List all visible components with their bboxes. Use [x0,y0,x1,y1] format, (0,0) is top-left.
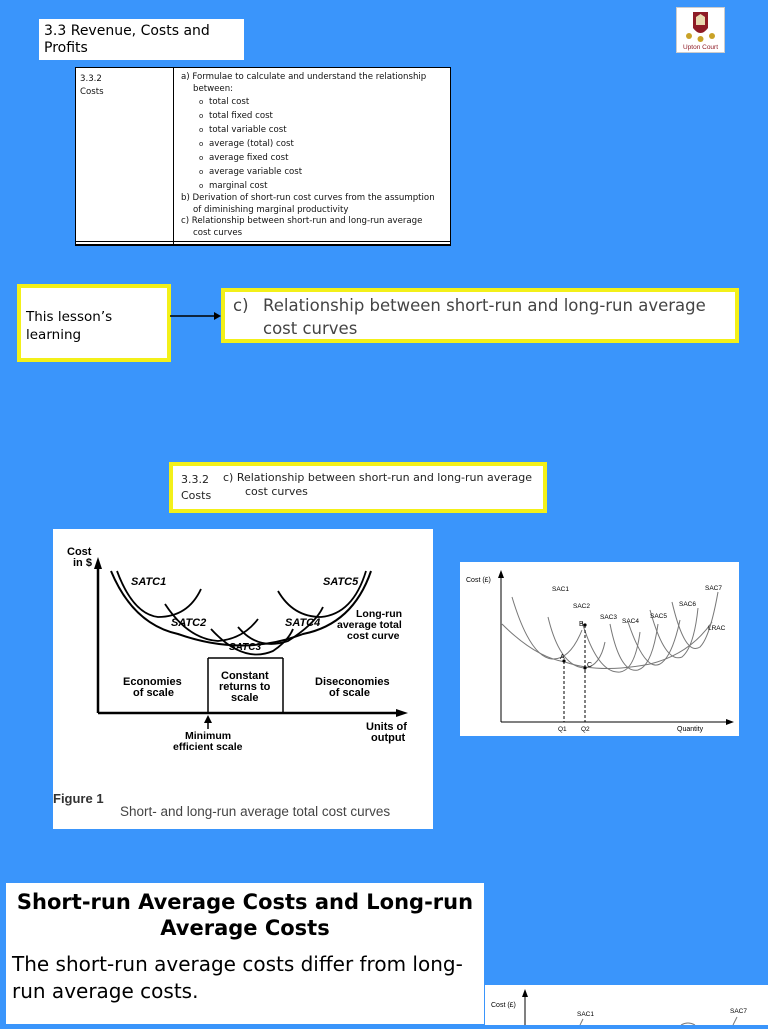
spec-topic: Costs [80,87,104,97]
fig2-sac6-label: SAC6 [679,601,696,608]
figure2-diagram [460,562,739,736]
logo-text: Upton Court [682,44,719,51]
list-item: o total variable cost [181,123,444,137]
spec-c-line2: cost curves [193,227,243,238]
fig2-lrac-label: LRAC [708,625,726,632]
fig1-diseconomies-1: Diseconomies [315,676,390,688]
content-text-box [6,883,484,1024]
fig1-constant-1: Constant [221,670,269,682]
fig1-constant-2: returns to [219,681,271,693]
page-title [39,19,244,60]
list-item: o average variable cost [181,165,444,179]
excerpt-line1: c) Relationship between short-run and long-run average [223,471,533,484]
fig1-satc4-label: SATC4 [285,617,321,629]
figure-short-long-run-atc [53,529,433,829]
fig1-y-label-2: in $ [73,557,92,569]
fig1-x-label-1: Units of [366,721,407,733]
excerpt-topic: Costs [181,489,212,502]
excerpt-line2: cost curves [245,485,308,498]
fig3-y-label: Cost (£) [491,1002,516,1009]
fig3-sac7-label: SAC7 [730,1008,747,1015]
fig2-sac7-label: SAC7 [705,585,722,592]
learning-objective-box [221,288,739,343]
fig2-sac5-label: SAC5 [650,613,667,620]
fig2-sac3-label: SAC3 [600,614,617,621]
spec-left-column [76,68,174,245]
fig1-diseconomies-2: of scale [329,687,370,699]
spec-c-line1: c) Relationship between short-run and long-run average [181,216,423,226]
spec-a-intro: a) Formulae to calculate and understand the relationship [181,72,427,82]
fig1-caption: Short- and long-run average total cost curves [120,804,391,819]
objective-line1: Relationship between short-run and long-run average [263,296,706,315]
fig1-mes-1: Minimum [185,730,232,742]
spec-a-intro2: between: [193,83,234,94]
fig2-sac4-label: SAC4 [622,618,639,625]
fig1-satc5-label: SATC5 [323,576,359,588]
spec-b-line2: of diminishing marginal productivity [193,204,349,215]
arrow-right-icon [170,309,222,323]
spec-code: 3.3.2 [80,74,102,84]
section-heading: Short-run Average Costs and Long-run Average Costs [16,890,474,940]
fig2-x-label: Quantity [677,726,704,733]
fig2-point-b: B [579,621,584,628]
spec-bullet-list [181,95,444,193]
fig1-satc3-label: SATC3 [229,642,262,653]
fig1-economies-2: of scale [133,687,174,699]
list-item: o total cost [181,95,444,109]
list-item: o average (total) cost [181,137,444,151]
fig3-sac1-label: SAC1 [577,1011,594,1018]
spec-right-column [175,68,450,245]
fig1-lr-label-1: Long-run [356,608,403,620]
excerpt-code-column [181,472,211,504]
fig1-satc1-label: SATC1 [131,576,167,588]
fig2-q2-label: Q2 [581,726,590,733]
crest-icon [677,8,724,52]
fig1-economies-1: Economies [123,676,182,688]
fig1-lr-label-2: average total [337,619,402,631]
fig2-y-label: Cost (£) [466,577,491,584]
spec-excerpt-box [169,462,547,513]
figure-sac-lrac-repeat [485,985,768,1025]
specification-table [75,67,451,246]
fig2-point-a: A [560,654,565,661]
fig1-constant-3: scale [231,692,259,704]
fig1-mes-2: efficient scale [173,741,243,753]
fig1-lr-label-3: cost curve [347,630,400,642]
page-title-text: 3.3 Revenue, Costs and Profits [44,23,210,56]
excerpt-text [223,471,537,499]
list-item: o marginal cost [181,179,444,193]
fig2-q1-label: Q1 [558,726,567,733]
lesson-learning-label: This lesson’s learning [26,309,113,343]
fig1-caption-bold: Figure 1 [53,791,104,806]
figure3-diagram [485,985,768,1025]
school-logo [676,7,725,53]
fig1-satc2-label: SATC2 [171,617,207,629]
excerpt-code: 3.3.2 [181,473,209,486]
fig1-x-label-2: output [371,732,406,744]
section-body: The short-run average costs differ from long-run average costs. [12,952,463,1003]
list-item: o total fixed cost [181,109,444,123]
figure-sac-lrac [460,562,739,736]
fig2-sac1-label: SAC1 [552,586,569,593]
fig1-y-label-1: Cost [67,546,92,558]
spec-b-line1: b) Derivation of short-run cost curves from the assumption [181,193,435,203]
fig2-sac2-label: SAC2 [573,603,590,610]
lesson-learning-box [17,284,171,362]
figure1-diagram [53,529,433,829]
table-bottom-border [76,241,450,245]
fig2-point-c: C [587,662,593,669]
list-item: o average fixed cost [181,151,444,165]
objective-letter: c) [233,296,249,315]
objective-line2: cost curves [263,319,358,338]
